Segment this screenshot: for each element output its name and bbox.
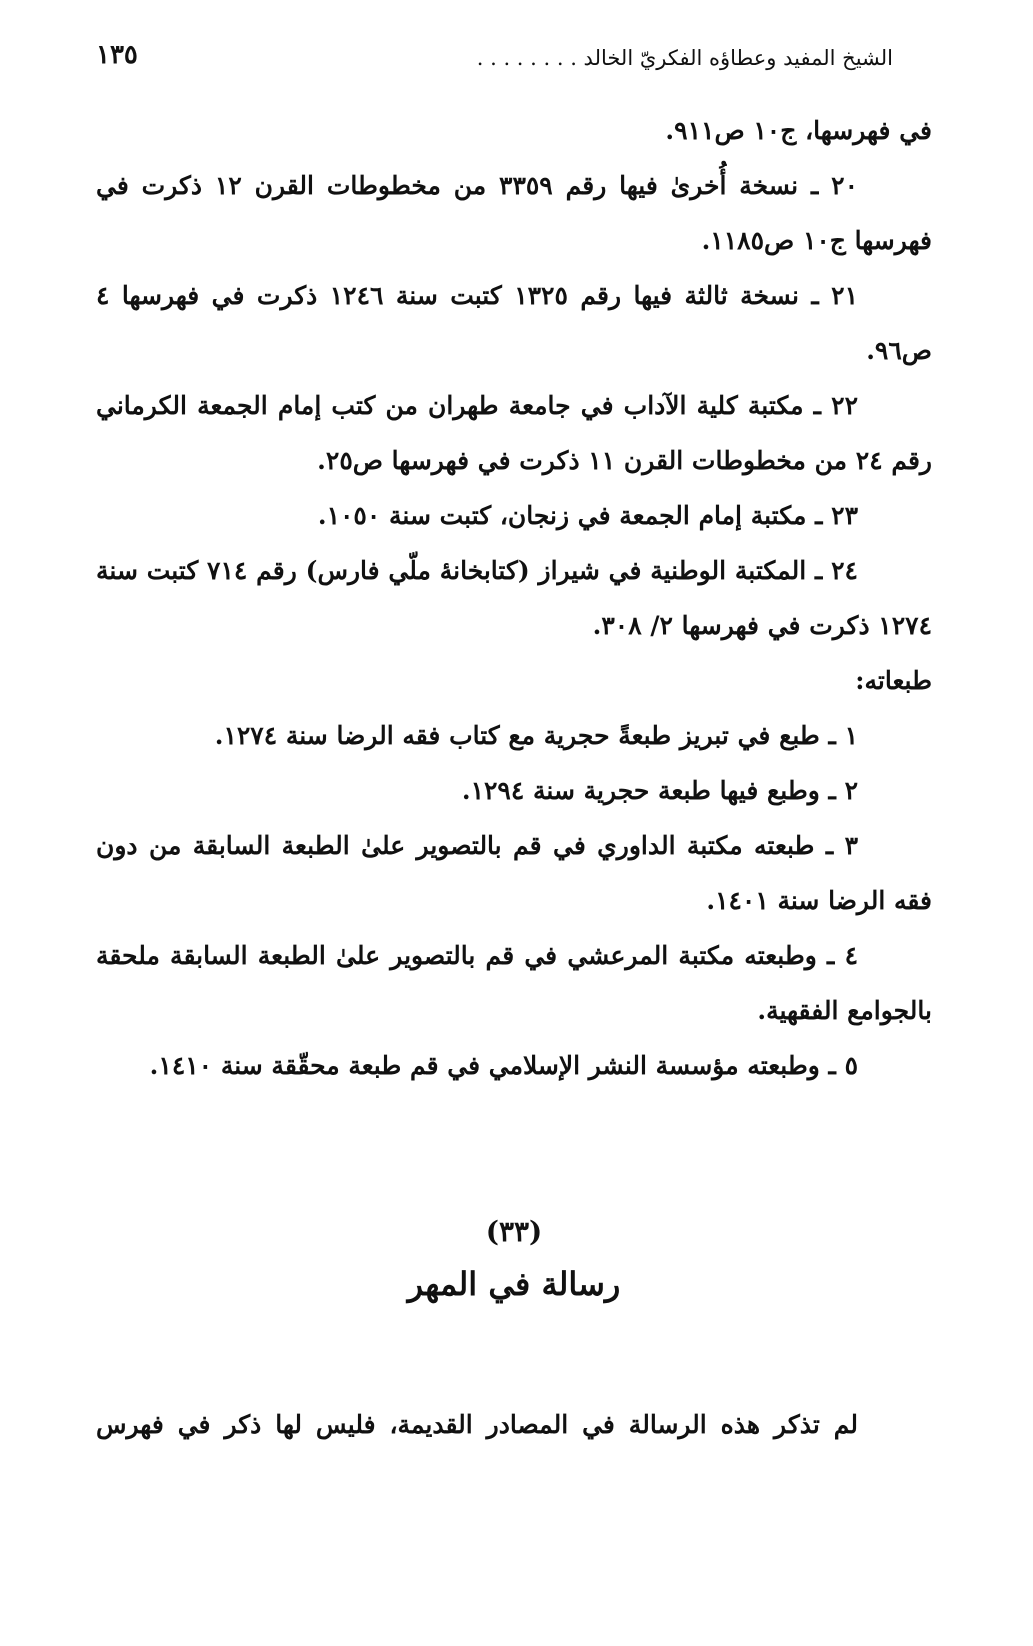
edition-entry: ٥ ـ وطبعته مؤسسة النشر الإسلامي في قم طبعة محقّقة سنة ١٤١٠. — [149, 1051, 858, 1080]
chapter-number: (٣٣) — [485, 1215, 543, 1248]
edition-entry: ٢ ـ وطبع فيها طبعة حجرية سنة ١٢٩٤. — [461, 776, 858, 805]
running-title: الشيخ المفيد وعطاؤه الفكريّ الخالد . . . . . . . . — [476, 46, 893, 70]
manuscript-entry: ٢٠ ـ نسخة أُخرىٰ فيها رقم ٣٣٥٩ من مخطوطات القرن ١٢ ذكرت في فهرسها ج١٠ ص١١٨٥. — [96, 171, 932, 255]
page-number: ١٣٥ — [96, 40, 138, 70]
chapter-title: رسالة في المهر — [407, 1265, 621, 1303]
running-header — [96, 40, 893, 80]
manuscript-entry: ٢٤ ـ المكتبة الوطنية في شيراز (كتابخانهٔ ملّي فارس) رقم ٧١٤ كتبت سنة ١٢٧٤ ذكرت في فهرسها ٢/ ٣٠٨. — [96, 556, 932, 640]
main-text — [96, 103, 932, 1093]
edition-entry: ٣ ـ طبعته مكتبة الداوري في قم بالتصوير علىٰ الطبعة السابقة من دون فقه الرضا سنة ١٤٠١. — [96, 831, 932, 915]
editions-heading: طبعاته: — [855, 666, 932, 695]
edition-entry: ٤ ـ وطبعته مكتبة المرعشي في قم بالتصوير علىٰ الطبعة السابقة ملحقة بالجوامع الفقهية. — [96, 941, 932, 1025]
manuscript-entry: ٢١ ـ نسخة ثالثة فيها رقم ١٣٢٥ كتبت سنة ١٢٤٦ ذكرت في فهرسها ٤ ص٩٦. — [96, 281, 932, 365]
edition-entry: ١ ـ طبع في تبريز طبعةً حجرية مع كتاب فقه الرضا سنة ١٢٧٤. — [214, 721, 858, 750]
manuscript-entry: ٢٣ ـ مكتبة إمام الجمعة في زنجان، كتبت سنة ١٠٥٠. — [317, 501, 858, 530]
manuscript-entry: ٢٢ ـ مكتبة كلية الآداب في جامعة طهران من كتب إمام الجمعة الكرماني رقم ٢٤ من مخطوطات القرن ١١ ذكرت في فهرسها ص٢٥. — [96, 391, 932, 475]
chapter-heading — [96, 1208, 932, 1312]
chapter-opening-paragraph: لم تذكر هذه الرسالة في المصادر القديمة، فليس لها ذكر في فهرس — [96, 1410, 858, 1439]
manuscript-entry: في فهرسها، ج١٠ ص٩١١. — [665, 116, 932, 145]
